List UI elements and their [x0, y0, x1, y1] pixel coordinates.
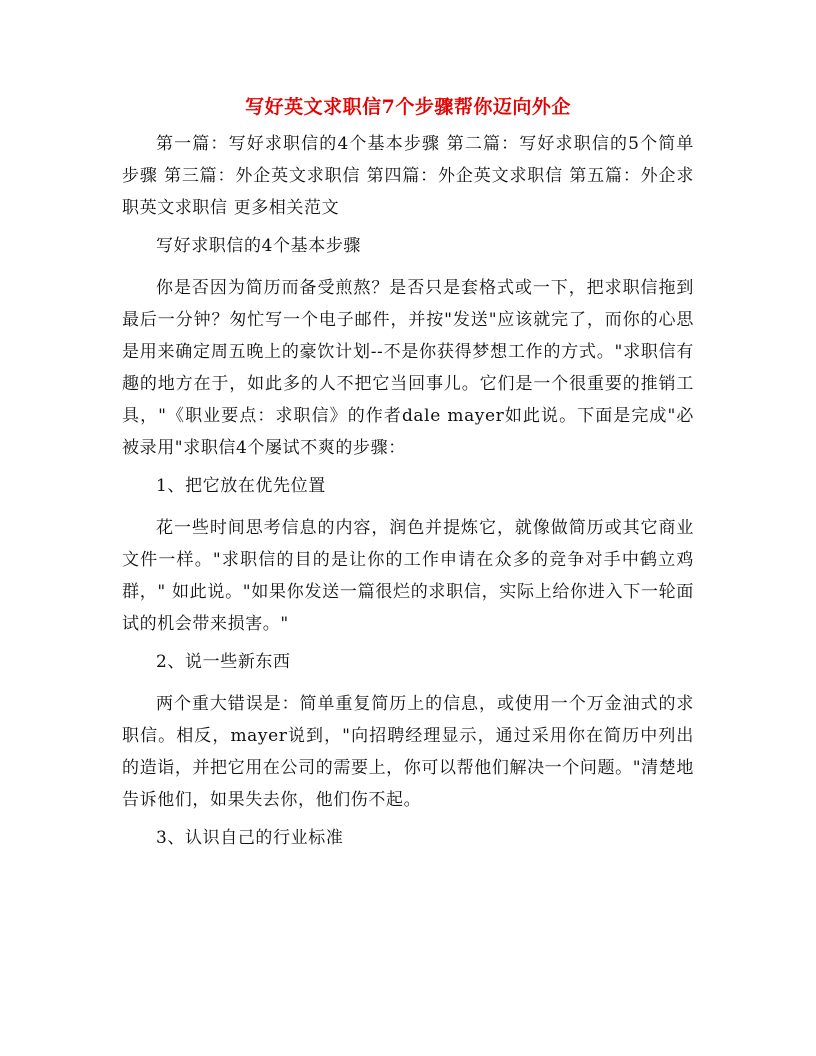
step-heading-1: 1、把它放在优先位置	[156, 476, 326, 496]
body-paragraph: 你是否因为简历而备受煎熬？是否只是套格式或一下，把求职信拖到最后一分钟？匆忙写一个电子邮件，并按"发送"应该就完了，而你的心思是用来确定周五晚上的豪饮计划--不是你获得梦想工作的方式。"求职信有趣的地方在于，如此多的人不把它当回事儿。它们是一个很重要的推销工具，"《职业要点：求职信》的作者dale mayer如此说。下面是完成"必被录用"求职信4个屡试不爽的步骤：	[122, 278, 694, 458]
body-paragraph: 两个重大错误是：简单重复简历上的信息，或使用一个万金油式的求职信。相反，mayer说到，"向招聘经理显示，通过采用你在简历中列出的造诣，并把它用在公司的需要上，你可以帮他们解决一个问题。"清楚地告诉他们，如果失去你，他们伤不起。	[122, 694, 694, 810]
step-heading-3: 3、认识自己的行业标准	[156, 828, 344, 848]
step-heading-2: 2、说一些新东西	[156, 652, 291, 672]
section-heading: 写好求职信的4个基本步骤	[156, 236, 362, 256]
intro-paragraph: 第一篇：写好求职信的4个基本步骤 第二篇：写好求职信的5个简单步骤 第三篇：外企英文求职信 第四篇：外企英文求职信 第五篇：外企求职英文求职信 更多相关范文	[122, 134, 694, 218]
body-paragraph: 花一些时间思考信息的内容，润色并提炼它，就像做简历或其它商业文件一样。"求职信的目的是让你的工作申请在众多的竞争对手中鹤立鸡群，" 如此说。"如果你发送一篇很烂的求职信，实际上给你进入下一轮面试的机会带来损害。"	[122, 518, 694, 634]
document-title: 写好英文求职信7个步骤帮你迈向外企	[245, 96, 571, 118]
document-body	[122, 92, 694, 864]
